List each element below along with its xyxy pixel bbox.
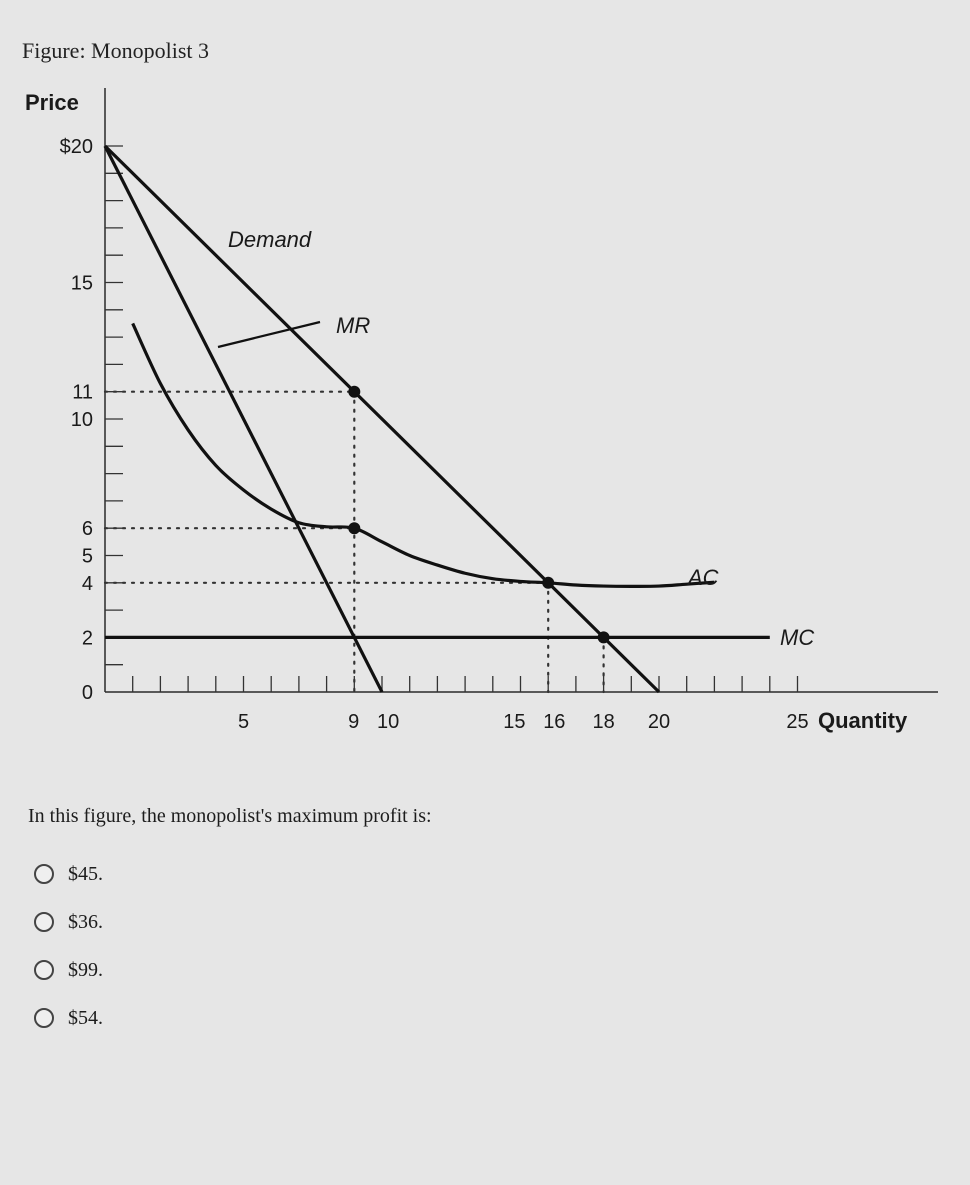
mc-label: MC xyxy=(780,625,815,650)
y-tick-label: 10 xyxy=(70,409,93,431)
y-axis-title: Price xyxy=(25,90,79,115)
answer-option-1[interactable] xyxy=(34,850,103,898)
x-tick-label: 15 xyxy=(503,711,526,733)
y-tick-label: 4 xyxy=(81,572,93,595)
y-tick-label: 15 xyxy=(70,272,93,295)
radio-button[interactable] xyxy=(34,864,54,884)
ac-curve xyxy=(133,323,715,586)
y-tick-label: 2 xyxy=(81,627,93,650)
answer-label: $36. xyxy=(68,910,103,933)
y-tick-label: 6 xyxy=(81,518,93,541)
intersection-dot xyxy=(348,386,360,398)
ac-label: AC xyxy=(688,565,719,590)
y-tick-label: $20 xyxy=(59,136,93,158)
y-tick-label: 0 xyxy=(81,682,93,704)
x-axis-title: Quantity xyxy=(818,708,908,733)
intersection-dot xyxy=(348,522,360,534)
demand-curve xyxy=(105,146,659,692)
answer-label: $54. xyxy=(68,1006,103,1029)
answer-options xyxy=(34,850,103,1042)
x-tick-label: 18 xyxy=(592,711,615,733)
y-tick-label: 5 xyxy=(81,545,93,568)
x-tick-label: 20 xyxy=(647,711,671,733)
x-tick-label: 5 xyxy=(237,711,250,733)
figure-title: Figure: Monopolist 3 xyxy=(22,38,210,63)
radio-button[interactable] xyxy=(34,960,54,980)
intersection-dot xyxy=(598,631,610,643)
x-tick-label: 10 xyxy=(377,711,400,733)
answer-label: $99. xyxy=(68,958,103,981)
radio-button[interactable] xyxy=(34,912,54,932)
x-tick-label: 16 xyxy=(543,711,566,733)
mr-label: MR xyxy=(336,313,371,338)
question-text: In this figure, the monopolist's maximum profit is: xyxy=(28,805,432,827)
answer-option-4[interactable] xyxy=(34,994,103,1042)
answer-option-3[interactable] xyxy=(34,946,103,994)
intersection-dot xyxy=(542,577,554,589)
radio-button[interactable] xyxy=(34,1008,54,1028)
answer-option-2[interactable] xyxy=(34,898,103,946)
demand-label: Demand xyxy=(228,227,312,252)
y-tick-label: 11 xyxy=(72,381,93,404)
x-tick-label: 25 xyxy=(786,711,809,733)
answer-label: $45. xyxy=(68,862,103,885)
x-tick-label: 9 xyxy=(348,711,360,733)
